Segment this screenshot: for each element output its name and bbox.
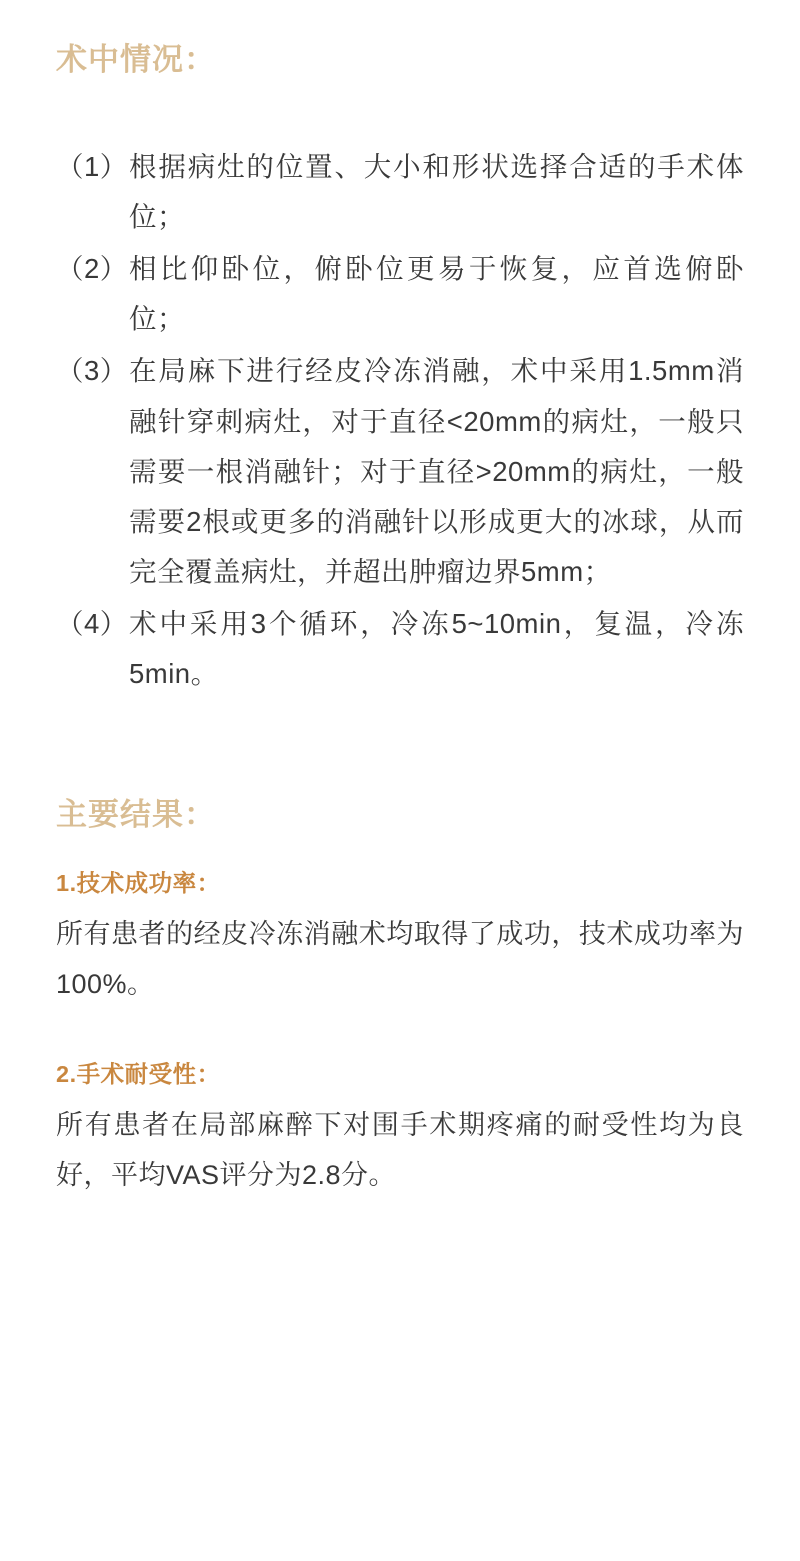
- list-item: [56, 599, 744, 699]
- intraoperative-findings-list: [56, 142, 744, 699]
- list-item-marker: （1）: [56, 151, 128, 183]
- list-item-text: 相比仰卧位，俯卧位更易于恢复，应首选俯卧位；: [129, 253, 744, 335]
- list-item-marker: （2）: [56, 253, 128, 285]
- list-item: [56, 346, 744, 596]
- body-text-tolerance: 所有患者在局部麻醉下对围手术期疼痛的耐受性均为良好，平均VAS评分为2.8分。: [56, 1109, 744, 1190]
- list-item-marker: （4）: [56, 607, 128, 639]
- list-item-text: 术中采用3个循环，冷冻5~10min，复温，冷冻5min。: [129, 607, 744, 689]
- list-item-text: 根据病灶的位置、大小和形状选择合适的手术体位；: [129, 151, 744, 233]
- sub-heading-technical-success: 1.技术成功率：: [56, 870, 221, 897]
- sub-heading-tolerance: 2.手术耐受性：: [56, 1060, 221, 1087]
- list-item-text: 在局麻下进行经皮冷冻消融，术中采用1.5mm消融针穿刺病灶，对于直径<20mm的病灶，一般只需要一根消融针；对于直径>20mm的病灶，一般需要2根或更多的消融针以形成更大的冰球，从而完全覆盖病灶，并超出肿瘤边界5mm；: [129, 355, 744, 587]
- result-block-technical-success: [56, 867, 744, 1010]
- section-title-main-results: 主要结果：: [56, 796, 216, 832]
- list-item: [56, 142, 744, 242]
- page-title: 术中情况：: [56, 42, 216, 77]
- result-block-tolerance: [56, 1058, 744, 1201]
- body-text-technical-success: 所有患者的经皮冷冻消融术均取得了成功，技术成功率为100%。: [56, 919, 744, 999]
- list-item-marker: （3）: [56, 355, 128, 387]
- main-results-section: [56, 795, 744, 1201]
- list-item: [56, 244, 744, 344]
